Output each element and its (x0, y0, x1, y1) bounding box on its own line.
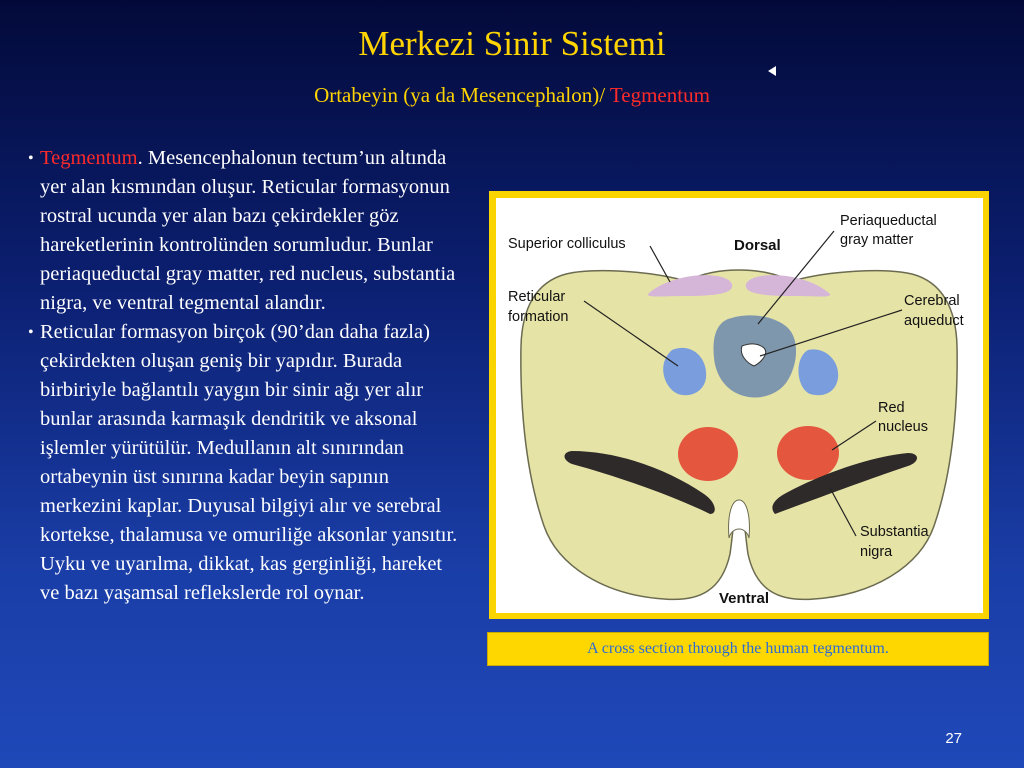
label-reticular-1: Reticular (508, 289, 566, 305)
label-substantia-1: Substantia (860, 524, 929, 540)
tegmentum-cross-section-diagram (496, 198, 983, 613)
subtitle-main: Ortabeyin (ya da Mesencephalon)/ (314, 83, 610, 107)
label-periaqueductal-2: gray matter (840, 232, 914, 248)
bullet-text: Reticular formasyon birçok (90’dan daha fazla) çekirdekten oluşan geniş bir yapıdır. Burada birbiriyle bağlantılı yaygın bir sinir ağı yer alır bunlar arasında karmaşık dendritik ve aksonal işlemler yürütülür. Medullanın alt sınırından ortabeynin üst sınırına kadar beyin sapının merkezini kaplar. Duyusal bilgiyi alır ve serebral kortekse, thalamusa ve omuriliğe aksonlar yansıtır. Uyku ve uyarılma, dikkat, kas gerginliği, hareket ve bazı yaşamsal reflekslerde rol oynar. (40, 321, 458, 604)
slide-title: Merkezi Sinir Sistemi (358, 24, 666, 63)
label-dorsal: Dorsal (734, 237, 781, 254)
bullet-term: Tegmentum (40, 147, 138, 169)
slide-subtitle (0, 83, 1024, 108)
label-reticular-2: formation (508, 309, 569, 325)
ventral-notch (729, 500, 750, 538)
label-substantia-2: nigra (860, 544, 893, 560)
label-periaqueductal-1: Periaqueductal (840, 213, 937, 229)
figure-panel (496, 198, 983, 613)
red-nucleus-right (777, 426, 839, 480)
label-cerebral-2: aqueduct (904, 313, 964, 329)
bullet-item (28, 144, 458, 318)
previous-arrow-icon[interactable] (768, 66, 776, 76)
label-red-1: Red (878, 400, 905, 416)
bullet-list (28, 144, 458, 608)
red-nucleus-left (678, 427, 738, 481)
bullet-item (28, 318, 458, 608)
figure-frame (489, 191, 989, 619)
figure-caption: A cross section through the human tegmentum. (487, 632, 989, 666)
slide-number: 27 (945, 730, 962, 747)
label-red-2: nucleus (878, 419, 928, 435)
label-superior-colliculus: Superior colliculus (508, 236, 626, 252)
label-ventral: Ventral (719, 590, 770, 607)
subtitle-accent: Tegmentum (609, 83, 710, 107)
bullet-text: . Mesencephalonun tectum’un altında yer alan kısmından oluşur. Reticular formasyonun rostral ucunda yer alan bazı çekirdekler göz hareketlerinin kontrolünden sorumludur. Bunlar periaqueductal gray matter, red nucleus, substantia nigra, ve ventral tegmental alandır. (40, 147, 456, 314)
label-cerebral-1: Cerebral (904, 293, 960, 309)
